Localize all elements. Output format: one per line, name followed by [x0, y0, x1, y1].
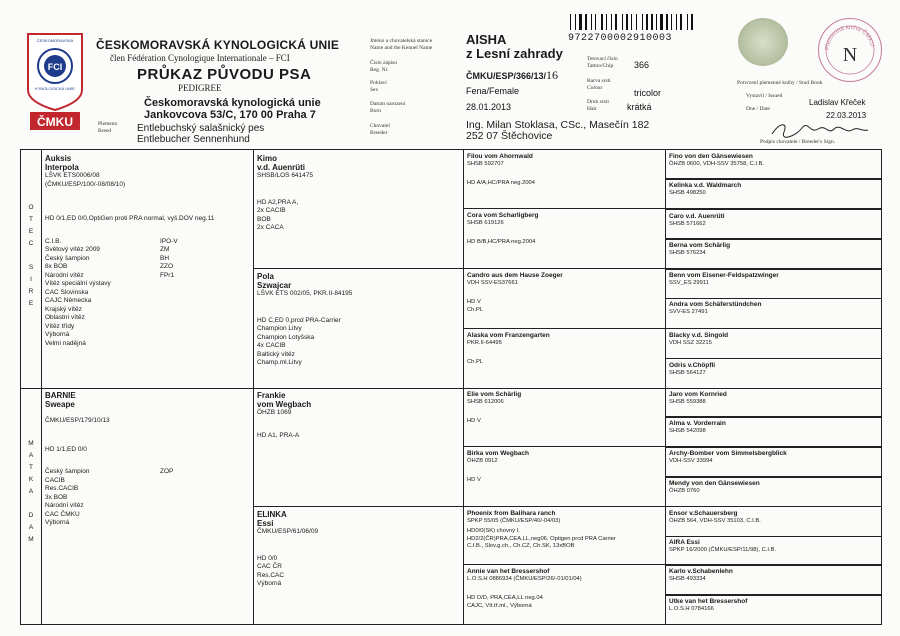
org-address: Českomoravská kynologická unie Jankovcova 53/C, 170 00 Praha 7 [144, 97, 321, 121]
reg-label: Číslo zápisu Reg. Nr. [370, 60, 398, 73]
hologram-stamp [738, 18, 788, 66]
great-grandparent-cell: Filou vom Ahornwald SHSB 592707 HD A/A,HC/PRA neg.2004 [467, 153, 535, 186]
sire-work-titles [160, 238, 178, 349]
great-great-grandparent-cell: Blacky v.d. Singold VDH SSZ 32215 [669, 332, 729, 346]
registration-number: ČMKU/ESP/366/13/16 [466, 68, 559, 82]
title-item: CAJC Německa [45, 297, 92, 304]
title-item: Český šampion [45, 254, 90, 262]
great-grandparent-cell: Birka vom Wegbach ÖHZB 0912 HD V [467, 450, 530, 483]
title-item: Národní vítěz [45, 502, 84, 509]
barcode-number: 9722700002910003 [568, 33, 673, 44]
cmku-mark: ČMKU [37, 115, 73, 129]
dam-cell: BARNIE Sweape ČMKU/ESP/179/10/13 HD 1/1,ED 0/0 Český šampion CACIB Res.CACIB 3x BOB Národní vítěz CAC ČMKU Výborná ZOP [45, 391, 174, 526]
title-item: Res.CACIB [45, 485, 79, 492]
title-item: Oblastní vítěz [45, 314, 85, 321]
grandparent-cell: Frankie vom Wegbach ÖHZB 1069 HD A1, PRA-A [257, 391, 312, 439]
fci-membership: člen Fédération Cynologique Internationale – FCI [110, 53, 290, 63]
work-title-item: BH [160, 254, 170, 262]
svg-text:KYNOLOGICKÁ UNIE: KYNOLOGICKÁ UNIE [35, 86, 75, 91]
great-great-grandparent-cell: Karlo v.Schabenlehn SHSB 493334 [669, 568, 733, 582]
sire-cell: Auksis Interpola LŠVK ETS0006/08 (ČMKU/ESP/100/-08/08/10) HD 0/1,ED 0/0,OptiGen proti PRA normal, vyš.DOV neg.11 C.I.B. Světový vítěz 2009 Český šampion 8x BOB Národní vítěz Vítěz speciální výstavy CAC Slovinska CAJC Německa Krajský vítěz Oblastní vítěz Vítěz třídy Výborná Velmi nadějná IPO-V ZM BH ZZO FPr1 [45, 154, 215, 347]
sire-side-label: O T E C S I R E [28, 204, 34, 307]
issue-date: 22.03.2013 [826, 111, 867, 120]
great-great-grandparent-cell: Berna vom Schärlig SHSB 576234 [669, 242, 731, 256]
great-great-grandparent-cell: Ensor v.Schauersberg ÖHZB 564, VDH-SSV 35103, C.I.B. [669, 510, 761, 524]
great-great-grandparent-cell: Fino von den Gänsewiesen ÖHZB 0600, VDH-SSV 35758, C.I.B. [669, 153, 765, 167]
breed-value: Entlebuchský salašnický pes Entlebucher Sennenhund [137, 123, 265, 145]
title-item: Výborná [45, 519, 70, 526]
issued-by: Ladislav Křeček [809, 98, 866, 107]
born-label: Datum narození Born [370, 101, 406, 114]
title-item: CACIB [45, 476, 65, 484]
great-great-grandparent-cell: Odris v.Chöpfli SHSB 564127 [669, 362, 716, 376]
document-subtitle: PEDIGREE [178, 83, 222, 93]
barcode [568, 14, 720, 44]
sire-titles [45, 238, 160, 349]
cmku-logo [26, 32, 84, 132]
svg-text:N: N [842, 44, 858, 66]
title-item: Vítěz speciální výstavy [45, 280, 111, 287]
title-item: Český šampion [45, 468, 90, 475]
work-title-item: FPr1 [160, 271, 175, 279]
sex-value: Fena/Female [466, 86, 520, 96]
colour-label: Barva srsti Colour [587, 78, 611, 91]
signature [770, 120, 870, 140]
title-item: 3x BOB [45, 493, 68, 501]
breeder-value: Ing. Milan Stoklasa, CSc., Masečín 182 252 07 Štěchovice [466, 119, 650, 142]
great-great-grandparent-cell: Archy-Bomber vom Simmelsbergblick VDH-SSV 33994 [669, 450, 787, 464]
title-item: Světový vítěz 2009 [45, 246, 100, 253]
breeder-sign-label: Podpis chovatele / Breeder's Sign. [760, 139, 836, 145]
great-great-grandparent-cell: Benn vom Eisener-Feldspatzwinger SSV_ES 29911 [669, 272, 779, 286]
breeder-label: Chovatel Breeder [370, 123, 390, 136]
great-grandparent-cell: Annie van het Bressershof L.O.S.H 0886934 (ČMKU/ESP/26/-01/01/04) HD D/D, PRA,CEA,LL neg.04 CAJC, Vít.tř.ml., Výborná [467, 568, 582, 609]
title-item: C.I.B. [45, 237, 62, 245]
svg-text:ČESKOMORAVSKÁ: ČESKOMORAVSKÁ [36, 38, 74, 43]
title-item: Krajský vítěz [45, 305, 82, 313]
tattoo-value: 366 [634, 60, 650, 70]
tattoo-label: Tetovací číslo Tattoo/Chip [587, 56, 618, 69]
issued-label: Vystavil / Issued [746, 93, 783, 99]
title-item: Velmi nadějná [45, 339, 86, 347]
colour-value: tricolor [634, 88, 662, 98]
great-great-grandparent-cell: Utke van het Bressershof L.O.S.H 0784166 [669, 598, 748, 612]
great-great-grandparent-cell: Andra vom Schäferstündchen SVV-ES 27491 [669, 301, 762, 315]
grandparent-cell: Pola Szwajcar LŠVK ETS 002/05, PKR.II-84195 HD C,ED 0,prcd PRA-Carrier Champion Litvy Champion Lotyšska 4x CACIB Baltický vítěz Champ.ml.Litvy [257, 272, 353, 366]
org-name: ČESKOMORAVSKÁ KYNOLOGICKÁ UNIE [96, 38, 340, 52]
stud-book-seal [818, 18, 882, 82]
work-title-item: ZOP [160, 468, 174, 475]
fci-mark: FCI [47, 62, 63, 72]
great-grandparent-cell: Elie vom Schärlig SHSB 612006 HD V [467, 391, 522, 424]
dam-side-label: M A T K A D A M [28, 440, 34, 543]
dam-work-titles [160, 468, 173, 528]
stud-book-label: Potvrzení plemenné knihy / Stud Book [737, 80, 823, 86]
title-item: CAC ČMKU [45, 510, 80, 518]
grandparent-cell: Kimo v.d. Auenrüti SHSB/LOS 641475 HD A2,PRA A, 2x CACIB BOB 2x CACA [257, 154, 314, 231]
sex-label: Pohlaví Sex [370, 80, 387, 93]
title-item: CAC Slovinska [45, 288, 89, 296]
great-grandparent-cell: Alaska vom Franzengarten PKR.II-64495 Ch.PL [467, 332, 550, 365]
document-title: PRŮKAZ PŮVODU PSA [137, 66, 312, 83]
great-great-grandparent-cell: Alma v. Vorderrain SHSB 542098 [669, 420, 726, 434]
svg-text:Plemenná kniha ČMKU: Plemenná kniha ČMKU [824, 24, 875, 51]
great-great-grandparent-cell: AIRA Essi SPKP 16/2000 (ČMKU/ESP/11/98), C.I.B. [669, 539, 777, 553]
title-item: Vítěz třídy [45, 322, 75, 330]
hair-label: Druh srsti Hair [587, 99, 609, 112]
work-title-item: ZZO [160, 263, 173, 270]
great-grandparent-cell: Cora vom Scharligberg SHSB 619126 HD B/B,HC/PRA neg.2004 [467, 212, 539, 245]
great-great-grandparent-cell: Jaro vom Kornried SHSB 559388 [669, 391, 727, 405]
title-item: 8x BOB [45, 263, 68, 270]
born-value: 28.01.2013 [466, 102, 512, 112]
title-item: Národní vítěz [45, 271, 84, 279]
great-great-grandparent-cell: Kelinka v.d. Waldmarch SHSB 498250 [669, 182, 742, 196]
dam-titles [45, 468, 160, 528]
work-title-item: ZM [160, 246, 170, 253]
date-label: Dne / Date [746, 106, 770, 112]
great-great-grandparent-cell: Mendy von den Gänsewiesen ÖHZB 0760 [669, 480, 760, 494]
breed-label: Plemeno Breed [98, 121, 118, 134]
dog-name: AISHA z Lesní zahrady [466, 32, 563, 61]
great-grandparent-cell: Candro aus dem Hause Zoeger VDH SSV-ES37661 HD V Ch.PL [467, 272, 563, 313]
grandparent-cell: ELINKA Essi ČMKU/ESP/61/06/09 HD 0/0 CAC ČR Res.CAC Výborná [257, 510, 319, 587]
name-label: Jméno a chovatelská stanice Name and the Kennel Name [370, 38, 433, 51]
great-great-grandparent-cell: Caro v.d. Auenrüti SHSB 571662 [669, 213, 725, 227]
great-grandparent-cell: Phoenix from Balihara ranch SPKP 55/05 (ČMKU/ESP/40/-04/03) HD0/0(SK) chovný I. HD2/2(ČR)PRA,CEA,LL,neg06, Optigen prcd PRA Carrier C.I.B., Slov.g.ch., Ch.CZ, Ch.SK, 13xBOB [467, 510, 616, 549]
work-title-item: IPO-V [160, 237, 178, 245]
title-item: Výborná [45, 331, 70, 338]
pedigree-table [20, 149, 882, 625]
hair-value: krátká [627, 102, 652, 112]
